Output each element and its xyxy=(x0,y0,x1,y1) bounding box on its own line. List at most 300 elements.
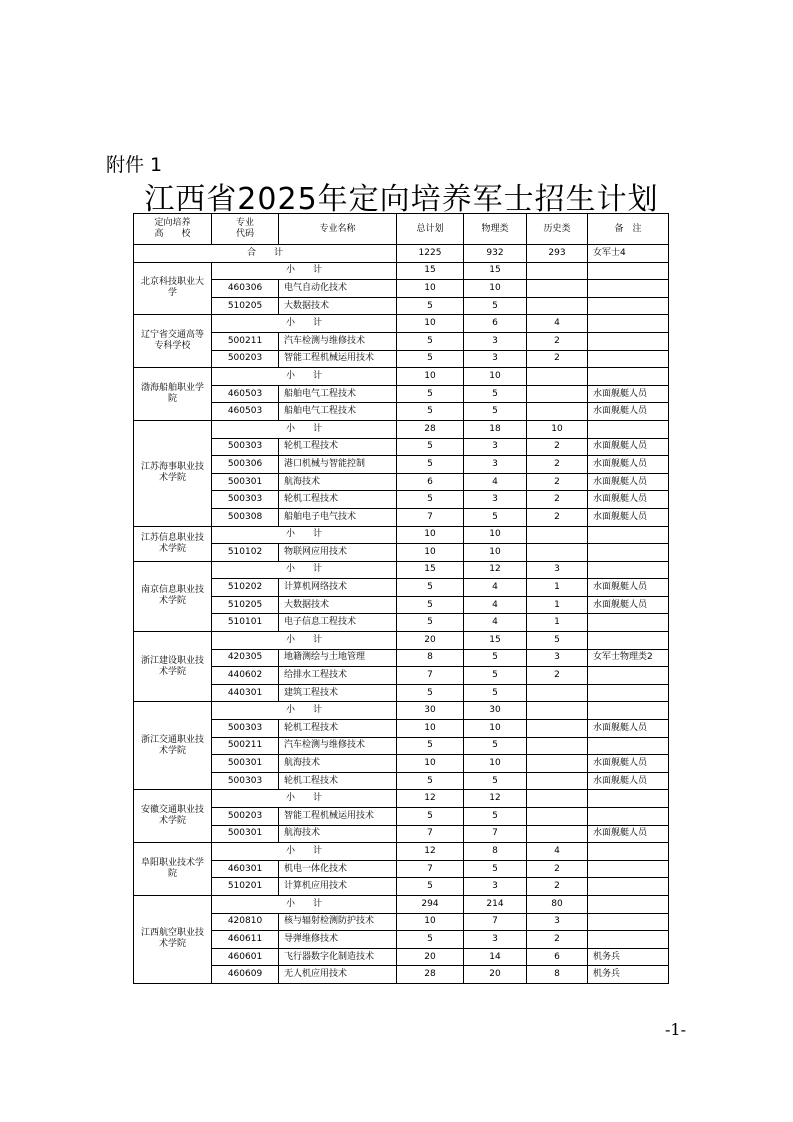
major-remarks: 水面舰艇人员 xyxy=(588,825,669,843)
subtotal-label: 小 计 xyxy=(212,843,397,861)
major-code: 500211 xyxy=(212,332,279,350)
major-total: 8 xyxy=(397,649,464,667)
subtotal-total: 10 xyxy=(397,368,464,386)
major-name: 轮机工程技术 xyxy=(279,720,397,738)
major-name: 计算机网络技术 xyxy=(279,579,397,597)
grand-total-row xyxy=(134,245,669,263)
major-total: 7 xyxy=(397,860,464,878)
major-remarks: 水面舰艇人员 xyxy=(588,385,669,403)
major-code: 420305 xyxy=(212,649,279,667)
major-code: 510102 xyxy=(212,544,279,562)
subtotal-physics: 30 xyxy=(464,702,527,720)
table-row xyxy=(134,544,669,562)
major-physics: 3 xyxy=(464,931,527,949)
subtotal-row xyxy=(134,561,669,579)
header-history: 历史类 xyxy=(527,214,588,245)
major-physics: 20 xyxy=(464,966,527,984)
major-remarks xyxy=(588,280,669,298)
subtotal-remarks xyxy=(588,843,669,861)
major-total: 10 xyxy=(397,720,464,738)
major-total: 5 xyxy=(397,385,464,403)
subtotal-label: 小 计 xyxy=(212,315,397,333)
subtotal-physics: 8 xyxy=(464,843,527,861)
header-code: 专业 代码 xyxy=(212,214,279,245)
table-row xyxy=(134,948,669,966)
subtotal-history xyxy=(527,262,588,280)
table-header-row xyxy=(134,214,669,245)
major-history xyxy=(527,385,588,403)
major-name: 航海技术 xyxy=(279,825,397,843)
major-total: 5 xyxy=(397,772,464,790)
major-history: 3 xyxy=(527,649,588,667)
table-row xyxy=(134,931,669,949)
major-physics: 5 xyxy=(464,403,527,421)
major-total: 10 xyxy=(397,544,464,562)
major-physics: 3 xyxy=(464,350,527,368)
major-total: 5 xyxy=(397,456,464,474)
subtotal-total: 30 xyxy=(397,702,464,720)
major-code: 460306 xyxy=(212,280,279,298)
major-remarks: 机务兵 xyxy=(588,966,669,984)
page-number: -1- xyxy=(665,1020,686,1039)
subtotal-history: 80 xyxy=(527,895,588,913)
major-history: 1 xyxy=(527,596,588,614)
major-history: 6 xyxy=(527,948,588,966)
subtotal-physics: 15 xyxy=(464,632,527,650)
school-name: 南京信息职业技术学院 xyxy=(134,561,212,631)
major-physics: 3 xyxy=(464,491,527,509)
subtotal-history xyxy=(527,368,588,386)
major-remarks: 水面舰艇人员 xyxy=(588,720,669,738)
major-code: 500306 xyxy=(212,456,279,474)
major-physics: 5 xyxy=(464,772,527,790)
major-code: 500203 xyxy=(212,808,279,826)
major-physics: 10 xyxy=(464,755,527,773)
grand-total-label: 合 计 xyxy=(134,245,397,263)
major-physics: 4 xyxy=(464,596,527,614)
major-name: 航海技术 xyxy=(279,755,397,773)
major-history: 1 xyxy=(527,579,588,597)
subtotal-remarks xyxy=(588,262,669,280)
major-total: 28 xyxy=(397,966,464,984)
major-history xyxy=(527,825,588,843)
major-name: 大数据技术 xyxy=(279,596,397,614)
table-row xyxy=(134,297,669,315)
subtotal-physics: 10 xyxy=(464,368,527,386)
major-name: 船舶电气工程技术 xyxy=(279,403,397,421)
subtotal-row xyxy=(134,895,669,913)
major-remarks xyxy=(588,332,669,350)
major-remarks: 水面舰艇人员 xyxy=(588,508,669,526)
major-remarks: 水面舰艇人员 xyxy=(588,596,669,614)
major-remarks: 水面舰艇人员 xyxy=(588,456,669,474)
table-row xyxy=(134,755,669,773)
table-row xyxy=(134,737,669,755)
major-physics: 7 xyxy=(464,825,527,843)
table-row xyxy=(134,860,669,878)
major-name: 汽车检测与维修技术 xyxy=(279,737,397,755)
major-history xyxy=(527,737,588,755)
table-row xyxy=(134,473,669,491)
school-name: 北京科技职业大学 xyxy=(134,262,212,315)
major-history xyxy=(527,280,588,298)
major-code: 500301 xyxy=(212,755,279,773)
major-history: 2 xyxy=(527,473,588,491)
subtotal-total: 15 xyxy=(397,561,464,579)
table-row xyxy=(134,825,669,843)
major-total: 5 xyxy=(397,737,464,755)
major-code: 510202 xyxy=(212,579,279,597)
major-physics: 3 xyxy=(464,878,527,896)
table-row xyxy=(134,385,669,403)
major-remarks: 女军士物理类2 xyxy=(588,649,669,667)
major-total: 7 xyxy=(397,825,464,843)
major-physics: 3 xyxy=(464,438,527,456)
major-remarks xyxy=(588,860,669,878)
major-total: 5 xyxy=(397,297,464,315)
subtotal-remarks xyxy=(588,632,669,650)
subtotal-history xyxy=(527,790,588,808)
major-code: 510201 xyxy=(212,878,279,896)
major-name: 计算机应用技术 xyxy=(279,878,397,896)
major-total: 7 xyxy=(397,508,464,526)
subtotal-row xyxy=(134,790,669,808)
major-physics: 5 xyxy=(464,737,527,755)
major-code: 500211 xyxy=(212,737,279,755)
major-remarks xyxy=(588,684,669,702)
school-name: 江西航空职业技术学院 xyxy=(134,895,212,983)
major-remarks: 水面舰艇人员 xyxy=(588,403,669,421)
major-code: 460301 xyxy=(212,860,279,878)
subtotal-history: 10 xyxy=(527,420,588,438)
annex-label: 附件 1 xyxy=(106,154,163,176)
major-physics: 14 xyxy=(464,948,527,966)
subtotal-physics: 12 xyxy=(464,790,527,808)
major-code: 500303 xyxy=(212,491,279,509)
major-code: 500203 xyxy=(212,350,279,368)
major-code: 460609 xyxy=(212,966,279,984)
school-name: 江苏信息职业技术学院 xyxy=(134,526,212,561)
major-total: 5 xyxy=(397,332,464,350)
subtotal-remarks xyxy=(588,526,669,544)
major-name: 核与辐射检测防护技术 xyxy=(279,913,397,931)
major-history xyxy=(527,755,588,773)
subtotal-total: 10 xyxy=(397,315,464,333)
subtotal-history xyxy=(527,526,588,544)
major-total: 5 xyxy=(397,403,464,421)
major-physics: 5 xyxy=(464,860,527,878)
table-row xyxy=(134,508,669,526)
major-code: 500301 xyxy=(212,473,279,491)
major-total: 10 xyxy=(397,755,464,773)
major-history: 2 xyxy=(527,667,588,685)
grand-total-total: 1225 xyxy=(397,245,464,263)
major-name: 船舶电子电气技术 xyxy=(279,508,397,526)
major-code: 510205 xyxy=(212,297,279,315)
subtotal-remarks xyxy=(588,420,669,438)
table-row xyxy=(134,720,669,738)
table-row xyxy=(134,332,669,350)
major-total: 5 xyxy=(397,438,464,456)
major-total: 5 xyxy=(397,931,464,949)
major-name: 船舶电气工程技术 xyxy=(279,385,397,403)
subtotal-remarks xyxy=(588,702,669,720)
major-history: 2 xyxy=(527,438,588,456)
major-name: 航海技术 xyxy=(279,473,397,491)
major-name: 机电一体化技术 xyxy=(279,860,397,878)
school-name: 浙江交通职业技术学院 xyxy=(134,702,212,790)
major-code: 510205 xyxy=(212,596,279,614)
major-remarks: 水面舰艇人员 xyxy=(588,491,669,509)
major-remarks xyxy=(588,931,669,949)
major-name: 导弹维修技术 xyxy=(279,931,397,949)
major-code: 460503 xyxy=(212,403,279,421)
major-history xyxy=(527,772,588,790)
major-name: 物联网应用技术 xyxy=(279,544,397,562)
major-code: 500308 xyxy=(212,508,279,526)
table-row xyxy=(134,491,669,509)
subtotal-row xyxy=(134,420,669,438)
grand-total-physics: 932 xyxy=(464,245,527,263)
major-name: 电气自动化技术 xyxy=(279,280,397,298)
subtotal-total: 15 xyxy=(397,262,464,280)
subtotal-physics: 18 xyxy=(464,420,527,438)
major-history: 3 xyxy=(527,913,588,931)
major-history: 2 xyxy=(527,332,588,350)
major-code: 420810 xyxy=(212,913,279,931)
major-name: 给排水工程技术 xyxy=(279,667,397,685)
major-total: 10 xyxy=(397,280,464,298)
page-title: 江西省2025年定向培养军士招生计划 xyxy=(144,182,659,217)
major-history: 2 xyxy=(527,878,588,896)
major-remarks xyxy=(588,878,669,896)
major-physics: 5 xyxy=(464,684,527,702)
subtotal-row xyxy=(134,526,669,544)
school-name: 辽宁省交通高等专科学校 xyxy=(134,315,212,368)
subtotal-physics: 12 xyxy=(464,561,527,579)
subtotal-total: 28 xyxy=(397,420,464,438)
major-total: 5 xyxy=(397,350,464,368)
major-total: 5 xyxy=(397,684,464,702)
major-history: 2 xyxy=(527,350,588,368)
major-remarks: 水面舰艇人员 xyxy=(588,473,669,491)
subtotal-history: 4 xyxy=(527,315,588,333)
major-name: 智能工程机械运用技术 xyxy=(279,808,397,826)
school-name: 安徽交通职业技术学院 xyxy=(134,790,212,843)
major-history: 2 xyxy=(527,860,588,878)
major-history: 2 xyxy=(527,508,588,526)
major-name: 智能工程机械运用技术 xyxy=(279,350,397,368)
major-physics: 5 xyxy=(464,297,527,315)
major-code: 440301 xyxy=(212,684,279,702)
major-name: 港口机械与智能控制 xyxy=(279,456,397,474)
major-physics: 3 xyxy=(464,332,527,350)
major-physics: 4 xyxy=(464,579,527,597)
subtotal-physics: 15 xyxy=(464,262,527,280)
major-remarks xyxy=(588,913,669,931)
subtotal-history xyxy=(527,702,588,720)
major-total: 5 xyxy=(397,878,464,896)
major-physics: 10 xyxy=(464,720,527,738)
subtotal-label: 小 计 xyxy=(212,368,397,386)
subtotal-row xyxy=(134,262,669,280)
major-remarks: 水面舰艇人员 xyxy=(588,755,669,773)
table-row xyxy=(134,684,669,702)
enrollment-plan-table xyxy=(133,213,669,984)
major-total: 5 xyxy=(397,614,464,632)
major-remarks xyxy=(588,544,669,562)
table-row xyxy=(134,614,669,632)
table-row xyxy=(134,649,669,667)
subtotal-remarks xyxy=(588,895,669,913)
major-code: 460611 xyxy=(212,931,279,949)
major-total: 5 xyxy=(397,491,464,509)
major-total: 5 xyxy=(397,596,464,614)
table-row xyxy=(134,438,669,456)
subtotal-remarks xyxy=(588,315,669,333)
major-code: 460503 xyxy=(212,385,279,403)
major-name: 轮机工程技术 xyxy=(279,438,397,456)
major-code: 500303 xyxy=(212,438,279,456)
major-remarks xyxy=(588,297,669,315)
subtotal-remarks xyxy=(588,561,669,579)
major-history xyxy=(527,297,588,315)
major-name: 建筑工程技术 xyxy=(279,684,397,702)
subtotal-label: 小 计 xyxy=(212,262,397,280)
grand-total-history: 293 xyxy=(527,245,588,263)
major-total: 5 xyxy=(397,579,464,597)
major-physics: 7 xyxy=(464,913,527,931)
subtotal-label: 小 计 xyxy=(212,790,397,808)
major-history: 2 xyxy=(527,931,588,949)
major-physics: 5 xyxy=(464,667,527,685)
major-history xyxy=(527,684,588,702)
subtotal-label: 小 计 xyxy=(212,702,397,720)
major-code: 500303 xyxy=(212,772,279,790)
major-total: 20 xyxy=(397,948,464,966)
major-remarks: 水面舰艇人员 xyxy=(588,772,669,790)
major-name: 轮机工程技术 xyxy=(279,491,397,509)
subtotal-row xyxy=(134,632,669,650)
major-code: 440602 xyxy=(212,667,279,685)
table-row xyxy=(134,403,669,421)
major-physics: 5 xyxy=(464,808,527,826)
major-code: 460601 xyxy=(212,948,279,966)
table-row xyxy=(134,280,669,298)
grand-total-remarks: 女军士4 xyxy=(588,245,669,263)
subtotal-row xyxy=(134,702,669,720)
major-remarks: 水面舰艇人员 xyxy=(588,579,669,597)
subtotal-total: 294 xyxy=(397,895,464,913)
table-row xyxy=(134,596,669,614)
subtotal-label: 小 计 xyxy=(212,632,397,650)
header-physics: 物理类 xyxy=(464,214,527,245)
major-total: 10 xyxy=(397,913,464,931)
major-physics: 4 xyxy=(464,614,527,632)
major-code: 510101 xyxy=(212,614,279,632)
subtotal-remarks xyxy=(588,790,669,808)
major-history xyxy=(527,544,588,562)
school-name: 渤海船舶职业学院 xyxy=(134,368,212,421)
subtotal-total: 12 xyxy=(397,843,464,861)
school-name: 阜阳职业技术学院 xyxy=(134,843,212,896)
subtotal-row xyxy=(134,315,669,333)
major-remarks xyxy=(588,350,669,368)
subtotal-total: 20 xyxy=(397,632,464,650)
table-row xyxy=(134,808,669,826)
school-name: 江苏海事职业技术学院 xyxy=(134,420,212,526)
subtotal-remarks xyxy=(588,368,669,386)
major-history xyxy=(527,720,588,738)
major-physics: 5 xyxy=(464,649,527,667)
subtotal-history: 3 xyxy=(527,561,588,579)
subtotal-label: 小 计 xyxy=(212,420,397,438)
subtotal-row xyxy=(134,368,669,386)
major-name: 轮机工程技术 xyxy=(279,772,397,790)
major-code: 500301 xyxy=(212,825,279,843)
major-physics: 4 xyxy=(464,473,527,491)
major-remarks: 水面舰艇人员 xyxy=(588,438,669,456)
major-history: 8 xyxy=(527,966,588,984)
table-row xyxy=(134,456,669,474)
subtotal-row xyxy=(134,843,669,861)
subtotal-physics: 214 xyxy=(464,895,527,913)
subtotal-physics: 10 xyxy=(464,526,527,544)
table-row xyxy=(134,350,669,368)
major-remarks xyxy=(588,737,669,755)
subtotal-total: 10 xyxy=(397,526,464,544)
major-name: 大数据技术 xyxy=(279,297,397,315)
school-name: 浙江建设职业技术学院 xyxy=(134,632,212,702)
subtotal-label: 小 计 xyxy=(212,561,397,579)
subtotal-label: 小 计 xyxy=(212,895,397,913)
header-total: 总计划 xyxy=(397,214,464,245)
major-total: 5 xyxy=(397,808,464,826)
major-remarks: 机务兵 xyxy=(588,948,669,966)
major-name: 地籍测绘与土地管理 xyxy=(279,649,397,667)
major-history: 2 xyxy=(527,456,588,474)
table-row xyxy=(134,667,669,685)
major-code: 500303 xyxy=(212,720,279,738)
major-remarks xyxy=(588,614,669,632)
major-name: 飞行器数字化制造技术 xyxy=(279,948,397,966)
table-row xyxy=(134,579,669,597)
major-physics: 3 xyxy=(464,456,527,474)
header-major: 专业名称 xyxy=(279,214,397,245)
table-row xyxy=(134,772,669,790)
header-remarks: 备 注 xyxy=(588,214,669,245)
major-total: 7 xyxy=(397,667,464,685)
table-row xyxy=(134,913,669,931)
major-physics: 5 xyxy=(464,508,527,526)
major-name: 无人机应用技术 xyxy=(279,966,397,984)
subtotal-physics: 6 xyxy=(464,315,527,333)
subtotal-total: 12 xyxy=(397,790,464,808)
major-name: 电子信息工程技术 xyxy=(279,614,397,632)
major-history: 1 xyxy=(527,614,588,632)
major-name: 汽车检测与维修技术 xyxy=(279,332,397,350)
major-remarks xyxy=(588,667,669,685)
major-physics: 10 xyxy=(464,280,527,298)
major-physics: 10 xyxy=(464,544,527,562)
header-school: 定向培养 高 校 xyxy=(134,214,212,245)
major-history: 2 xyxy=(527,491,588,509)
subtotal-history: 5 xyxy=(527,632,588,650)
major-remarks xyxy=(588,808,669,826)
subtotal-label: 小 计 xyxy=(212,526,397,544)
major-total: 6 xyxy=(397,473,464,491)
major-physics: 5 xyxy=(464,385,527,403)
